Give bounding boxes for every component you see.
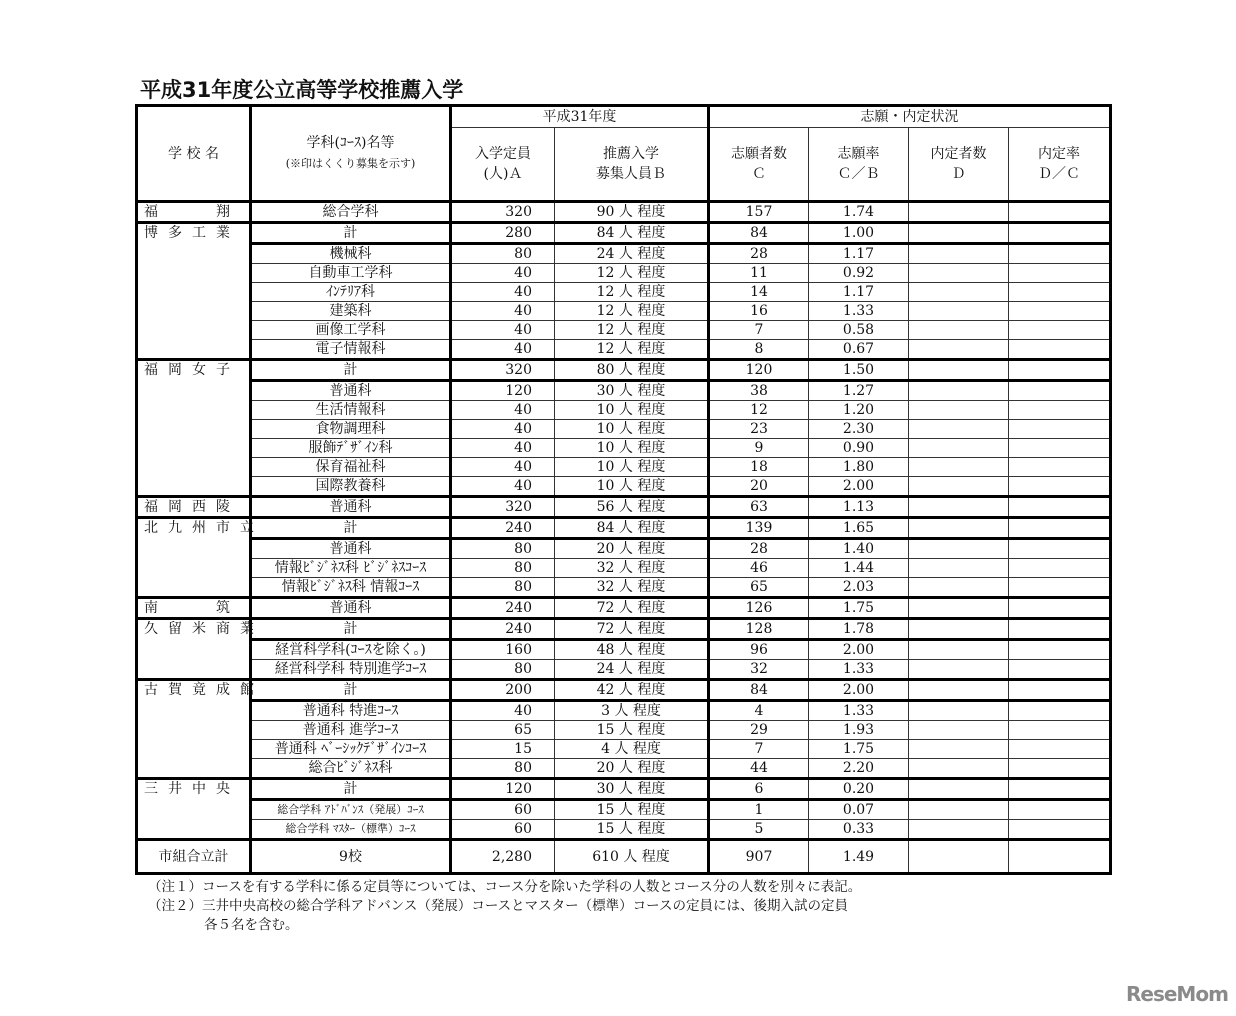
applicants-c: 5 xyxy=(709,820,809,840)
ratio-cb: 1.27 xyxy=(809,381,909,401)
table-row xyxy=(137,559,1111,578)
applicants-c: 18 xyxy=(709,458,809,477)
ratio-cb: 1.50 xyxy=(809,360,909,381)
capacity-a: 40 xyxy=(451,321,555,340)
dept-name: 総合学科 xyxy=(251,202,451,223)
capacity-a: 200 xyxy=(451,680,555,701)
admitted-d xyxy=(909,497,1009,518)
dept-name: ｲﾝﾃﾘｱ科 xyxy=(251,283,451,302)
capacity-a: 40 xyxy=(451,477,555,497)
admit-rate-dc xyxy=(1009,202,1111,223)
ratio-cb: 1.80 xyxy=(809,458,909,477)
dept-name: 普通科 xyxy=(251,381,451,401)
capacity-a: 80 xyxy=(451,539,555,559)
table-row xyxy=(137,619,1111,640)
ratio-cb: 2.00 xyxy=(809,680,909,701)
rec-b: 10 人 程度 xyxy=(555,439,709,458)
table-row xyxy=(137,820,1111,840)
table-row xyxy=(137,640,1111,660)
ratio-cb: 2.20 xyxy=(809,759,909,779)
admitted-d xyxy=(909,539,1009,559)
rec-b: 12 人 程度 xyxy=(555,340,709,360)
page-title: 平成31年度公立高等学校推薦入学 xyxy=(140,78,464,102)
admitted-d xyxy=(909,779,1009,800)
table-row xyxy=(137,660,1111,680)
table-row xyxy=(137,223,1111,244)
applicants-c: 16 xyxy=(709,302,809,321)
table-row xyxy=(137,800,1111,820)
header-group-h31: 平成31年度 xyxy=(451,106,709,128)
rec-b: 90 人 程度 xyxy=(555,202,709,223)
admit-rate-dc xyxy=(1009,477,1111,497)
table-row xyxy=(137,759,1111,779)
ratio-cb: 0.58 xyxy=(809,321,909,340)
table-row xyxy=(137,420,1111,439)
admit-rate-dc xyxy=(1009,401,1111,420)
ratio-cb: 0.33 xyxy=(809,820,909,840)
admit-rate-dc xyxy=(1009,244,1111,264)
table-row xyxy=(137,202,1111,223)
dept-name: 情報ﾋﾞｼﾞﾈｽ科 ﾋﾞｼﾞﾈｽｺｰｽ xyxy=(251,559,451,578)
rec-b: 42 人 程度 xyxy=(555,680,709,701)
admit-rate-dc xyxy=(1009,381,1111,401)
table-row xyxy=(137,439,1111,458)
admitted-d xyxy=(909,759,1009,779)
rec-b: 15 人 程度 xyxy=(555,820,709,840)
admitted-d xyxy=(909,701,1009,721)
capacity-a: 40 xyxy=(451,458,555,477)
capacity-a: 80 xyxy=(451,660,555,680)
applicants-c: 29 xyxy=(709,721,809,740)
table-row xyxy=(137,779,1111,800)
admit-rate-dc xyxy=(1009,740,1111,759)
table-row xyxy=(137,264,1111,283)
applicants-c: 14 xyxy=(709,283,809,302)
rec-b: 84 人 程度 xyxy=(555,223,709,244)
footnote-2: （注２）三井中央高校の総合学科アドバンス（発展）コースとマスター（標準）コースの定員には、後期入試の定員 xyxy=(148,898,848,914)
total-label: 市組合立計 xyxy=(137,840,251,874)
ratio-cb: 1.33 xyxy=(809,660,909,680)
rec-b: 48 人 程度 xyxy=(555,640,709,660)
header-ratio: 志願率 Ｃ／Ｂ xyxy=(809,128,909,202)
total-ratio: 1.49 xyxy=(809,840,909,874)
ratio-cb: 1.17 xyxy=(809,244,909,264)
admitted-d xyxy=(909,439,1009,458)
table-row xyxy=(137,477,1111,497)
ratio-cb: 1.44 xyxy=(809,559,909,578)
capacity-a: 40 xyxy=(451,302,555,321)
admit-rate-dc xyxy=(1009,439,1111,458)
admissions-table xyxy=(135,104,1112,875)
admit-rate-dc xyxy=(1009,539,1111,559)
admit-rate-dc xyxy=(1009,302,1111,321)
dept-name: 機械科 xyxy=(251,244,451,264)
table-row xyxy=(137,701,1111,721)
dept-name: 普通科 xyxy=(251,598,451,619)
admitted-d xyxy=(909,340,1009,360)
admit-rate-dc xyxy=(1009,619,1111,640)
applicants-c: 28 xyxy=(709,244,809,264)
applicants-c: 9 xyxy=(709,439,809,458)
school-name: 北九州市立 xyxy=(137,518,251,598)
applicants-c: 4 xyxy=(709,701,809,721)
admitted-d xyxy=(909,559,1009,578)
admitted-d xyxy=(909,740,1009,759)
total-capacity: 2,280 xyxy=(451,840,555,874)
ratio-cb: 1.00 xyxy=(809,223,909,244)
capacity-a: 80 xyxy=(451,759,555,779)
dept-name: 計 xyxy=(251,518,451,539)
applicants-c: 84 xyxy=(709,223,809,244)
admit-rate-dc xyxy=(1009,559,1111,578)
rec-b: 12 人 程度 xyxy=(555,321,709,340)
table-row xyxy=(137,740,1111,759)
ratio-cb: 1.74 xyxy=(809,202,909,223)
header-school: 学 校 名 xyxy=(137,106,251,202)
applicants-c: 63 xyxy=(709,497,809,518)
applicants-c: 84 xyxy=(709,680,809,701)
resemom-logo: ReseMom xyxy=(1126,982,1228,1006)
admitted-d xyxy=(909,244,1009,264)
admitted-d xyxy=(909,820,1009,840)
header-group-status: 志願・内定状況 xyxy=(709,106,1111,128)
ratio-cb: 2.00 xyxy=(809,640,909,660)
dept-name: 普通科 進学ｺｰｽ xyxy=(251,721,451,740)
total-admit-rate xyxy=(1009,840,1111,874)
dept-name: 普通科 xyxy=(251,497,451,518)
rec-b: 56 人 程度 xyxy=(555,497,709,518)
capacity-a: 40 xyxy=(451,701,555,721)
rec-b: 20 人 程度 xyxy=(555,759,709,779)
header-dept: 学科(ｺｰｽ)名等 (※印はくくり募集を示す) xyxy=(251,106,451,202)
applicants-c: 46 xyxy=(709,559,809,578)
dept-name: 普通科 特進ｺｰｽ xyxy=(251,701,451,721)
total-rec: 610 人 程度 xyxy=(555,840,709,874)
admit-rate-dc xyxy=(1009,779,1111,800)
dept-name: 計 xyxy=(251,619,451,640)
rec-b: 32 人 程度 xyxy=(555,578,709,598)
dept-name: 普通科 xyxy=(251,539,451,559)
table-body xyxy=(137,202,1111,840)
applicants-c: 8 xyxy=(709,340,809,360)
ratio-cb: 1.93 xyxy=(809,721,909,740)
capacity-a: 240 xyxy=(451,518,555,539)
applicants-c: 23 xyxy=(709,420,809,439)
applicants-c: 157 xyxy=(709,202,809,223)
admitted-d xyxy=(909,283,1009,302)
dept-name: 建築科 xyxy=(251,302,451,321)
capacity-a: 280 xyxy=(451,223,555,244)
dept-name: 自動車工学科 xyxy=(251,264,451,283)
applicants-c: 7 xyxy=(709,740,809,759)
admitted-d xyxy=(909,458,1009,477)
applicants-c: 44 xyxy=(709,759,809,779)
ratio-cb: 1.65 xyxy=(809,518,909,539)
admit-rate-dc xyxy=(1009,340,1111,360)
applicants-c: 20 xyxy=(709,477,809,497)
dept-name: 計 xyxy=(251,680,451,701)
dept-name: 経営科学科(ｺｰｽを除く。) xyxy=(251,640,451,660)
ratio-cb: 1.17 xyxy=(809,283,909,302)
applicants-c: 1 xyxy=(709,800,809,820)
admit-rate-dc xyxy=(1009,264,1111,283)
ratio-cb: 1.78 xyxy=(809,619,909,640)
ratio-cb: 1.75 xyxy=(809,598,909,619)
school-name: 南 筑 xyxy=(137,598,251,619)
admit-rate-dc xyxy=(1009,283,1111,302)
rec-b: 10 人 程度 xyxy=(555,477,709,497)
footnote-1: （注１）コースを有する学科に係る定員等については、コース分を除いた学科の人数とコース分の人数を別々に表記。 xyxy=(148,879,862,895)
table-row xyxy=(137,302,1111,321)
table-row xyxy=(137,360,1111,381)
rec-b: 3 人 程度 xyxy=(555,701,709,721)
ratio-cb: 2.30 xyxy=(809,420,909,439)
admit-rate-dc xyxy=(1009,598,1111,619)
dept-name: 電子情報科 xyxy=(251,340,451,360)
school-name: 福 翔 xyxy=(137,202,251,223)
ratio-cb: 1.20 xyxy=(809,401,909,420)
capacity-a: 120 xyxy=(451,381,555,401)
dept-name: 服飾ﾃﾞｻﾞｲﾝ科 xyxy=(251,439,451,458)
rec-b: 80 人 程度 xyxy=(555,360,709,381)
capacity-a: 160 xyxy=(451,640,555,660)
school-name: 三井中央 xyxy=(137,779,251,840)
admit-rate-dc xyxy=(1009,701,1111,721)
capacity-a: 80 xyxy=(451,578,555,598)
ratio-cb: 1.33 xyxy=(809,302,909,321)
applicants-c: 12 xyxy=(709,401,809,420)
rec-b: 72 人 程度 xyxy=(555,619,709,640)
ratio-cb: 2.03 xyxy=(809,578,909,598)
table-row xyxy=(137,680,1111,701)
capacity-a: 80 xyxy=(451,244,555,264)
school-name: 古賀竟成館 xyxy=(137,680,251,779)
admitted-d xyxy=(909,640,1009,660)
table-row xyxy=(137,321,1111,340)
rec-b: 15 人 程度 xyxy=(555,721,709,740)
capacity-a: 40 xyxy=(451,340,555,360)
admitted-d xyxy=(909,721,1009,740)
applicants-c: 128 xyxy=(709,619,809,640)
admit-rate-dc xyxy=(1009,759,1111,779)
admit-rate-dc xyxy=(1009,578,1111,598)
table-row xyxy=(137,244,1111,264)
rec-b: 20 人 程度 xyxy=(555,539,709,559)
applicants-c: 139 xyxy=(709,518,809,539)
dept-name: 情報ﾋﾞｼﾞﾈｽ科 情報ｺｰｽ xyxy=(251,578,451,598)
rec-b: 12 人 程度 xyxy=(555,283,709,302)
admit-rate-dc xyxy=(1009,800,1111,820)
dept-name: 生活情報科 xyxy=(251,401,451,420)
admitted-d xyxy=(909,619,1009,640)
table-row xyxy=(137,497,1111,518)
capacity-a: 40 xyxy=(451,264,555,283)
school-name: 福岡女子 xyxy=(137,360,251,497)
ratio-cb: 0.20 xyxy=(809,779,909,800)
applicants-c: 11 xyxy=(709,264,809,283)
rec-b: 12 人 程度 xyxy=(555,302,709,321)
admitted-d xyxy=(909,598,1009,619)
admit-rate-dc xyxy=(1009,721,1111,740)
ratio-cb: 1.33 xyxy=(809,701,909,721)
header-rec: 推薦入学 募集人員Ｂ xyxy=(555,128,709,202)
applicants-c: 28 xyxy=(709,539,809,559)
dept-name: 総合学科 ｱﾄﾞﾊﾞﾝｽ（発展）ｺｰｽ xyxy=(251,800,451,820)
admitted-d xyxy=(909,381,1009,401)
header-admit-rate: 内定率 Ｄ／Ｃ xyxy=(1009,128,1111,202)
admit-rate-dc xyxy=(1009,518,1111,539)
table-row xyxy=(137,598,1111,619)
dept-name: 総合ﾋﾞｼﾞﾈｽ科 xyxy=(251,759,451,779)
rec-b: 10 人 程度 xyxy=(555,458,709,477)
applicants-c: 96 xyxy=(709,640,809,660)
rec-b: 24 人 程度 xyxy=(555,244,709,264)
admit-rate-dc xyxy=(1009,497,1111,518)
admitted-d xyxy=(909,660,1009,680)
school-name: 博多工業 xyxy=(137,223,251,360)
capacity-a: 320 xyxy=(451,202,555,223)
table-row xyxy=(137,340,1111,360)
capacity-a: 60 xyxy=(451,820,555,840)
ratio-cb: 0.67 xyxy=(809,340,909,360)
header-admitted: 内定者数 Ｄ xyxy=(909,128,1009,202)
rec-b: 72 人 程度 xyxy=(555,598,709,619)
admitted-d xyxy=(909,420,1009,439)
table-row xyxy=(137,283,1111,302)
rec-b: 15 人 程度 xyxy=(555,800,709,820)
dept-name: 画像工学科 xyxy=(251,321,451,340)
dept-name: 経営科学科 特別進学ｺｰｽ xyxy=(251,660,451,680)
admitted-d xyxy=(909,321,1009,340)
rec-b: 32 人 程度 xyxy=(555,559,709,578)
ratio-cb: 0.07 xyxy=(809,800,909,820)
school-name: 久留米商業 xyxy=(137,619,251,680)
header-capacity: 入学定員 (人)Ａ xyxy=(451,128,555,202)
dept-name: 計 xyxy=(251,779,451,800)
header-applicants: 志願者数 Ｃ xyxy=(709,128,809,202)
footnotes xyxy=(148,878,861,935)
capacity-a: 40 xyxy=(451,401,555,420)
admit-rate-dc xyxy=(1009,223,1111,244)
admitted-d xyxy=(909,360,1009,381)
rec-b: 84 人 程度 xyxy=(555,518,709,539)
applicants-c: 126 xyxy=(709,598,809,619)
dept-name: 計 xyxy=(251,360,451,381)
total-row xyxy=(137,840,1111,874)
ratio-cb: 0.90 xyxy=(809,439,909,458)
rec-b: 12 人 程度 xyxy=(555,264,709,283)
school-name: 福岡西陵 xyxy=(137,497,251,518)
admit-rate-dc xyxy=(1009,360,1111,381)
admitted-d xyxy=(909,202,1009,223)
dept-name: 保育福祉科 xyxy=(251,458,451,477)
dept-name: 計 xyxy=(251,223,451,244)
applicants-c: 38 xyxy=(709,381,809,401)
table-row xyxy=(137,721,1111,740)
table-row xyxy=(137,539,1111,559)
table-row xyxy=(137,401,1111,420)
admit-rate-dc xyxy=(1009,458,1111,477)
capacity-a: 240 xyxy=(451,619,555,640)
admit-rate-dc xyxy=(1009,321,1111,340)
dept-name: 総合学科 ﾏｽﾀｰ（標準）ｺｰｽ xyxy=(251,820,451,840)
capacity-a: 60 xyxy=(451,800,555,820)
total-applicants: 907 xyxy=(709,840,809,874)
applicants-c: 120 xyxy=(709,360,809,381)
ratio-cb: 0.92 xyxy=(809,264,909,283)
ratio-cb: 1.13 xyxy=(809,497,909,518)
dept-name: 食物調理科 xyxy=(251,420,451,439)
ratio-cb: 1.75 xyxy=(809,740,909,759)
admit-rate-dc xyxy=(1009,820,1111,840)
admit-rate-dc xyxy=(1009,660,1111,680)
table-row xyxy=(137,381,1111,401)
ratio-cb: 2.00 xyxy=(809,477,909,497)
admitted-d xyxy=(909,264,1009,283)
rec-b: 30 人 程度 xyxy=(555,779,709,800)
footnote-2-cont: 各５名を含む。 xyxy=(204,917,299,933)
capacity-a: 80 xyxy=(451,559,555,578)
dept-name: 国際教養科 xyxy=(251,477,451,497)
admitted-d xyxy=(909,401,1009,420)
admitted-d xyxy=(909,477,1009,497)
admitted-d xyxy=(909,800,1009,820)
total-admitted xyxy=(909,840,1009,874)
table-row xyxy=(137,458,1111,477)
rec-b: 10 人 程度 xyxy=(555,401,709,420)
admit-rate-dc xyxy=(1009,640,1111,660)
dept-name: 普通科 ﾍﾞｰｼｯｸﾃﾞｻﾞｲﾝｺｰｽ xyxy=(251,740,451,759)
applicants-c: 32 xyxy=(709,660,809,680)
total-dept: 9校 xyxy=(251,840,451,874)
rec-b: 30 人 程度 xyxy=(555,381,709,401)
admitted-d xyxy=(909,223,1009,244)
admitted-d xyxy=(909,578,1009,598)
ratio-cb: 1.40 xyxy=(809,539,909,559)
applicants-c: 6 xyxy=(709,779,809,800)
capacity-a: 240 xyxy=(451,598,555,619)
applicants-c: 7 xyxy=(709,321,809,340)
admit-rate-dc xyxy=(1009,680,1111,701)
capacity-a: 15 xyxy=(451,740,555,759)
capacity-a: 120 xyxy=(451,779,555,800)
admit-rate-dc xyxy=(1009,420,1111,439)
capacity-a: 40 xyxy=(451,439,555,458)
admitted-d xyxy=(909,302,1009,321)
rec-b: 24 人 程度 xyxy=(555,660,709,680)
table-row xyxy=(137,518,1111,539)
admitted-d xyxy=(909,680,1009,701)
capacity-a: 40 xyxy=(451,283,555,302)
capacity-a: 40 xyxy=(451,420,555,439)
capacity-a: 320 xyxy=(451,497,555,518)
admitted-d xyxy=(909,518,1009,539)
rec-b: 10 人 程度 xyxy=(555,420,709,439)
applicants-c: 65 xyxy=(709,578,809,598)
capacity-a: 320 xyxy=(451,360,555,381)
rec-b: 4 人 程度 xyxy=(555,740,709,759)
table-row xyxy=(137,578,1111,598)
capacity-a: 65 xyxy=(451,721,555,740)
